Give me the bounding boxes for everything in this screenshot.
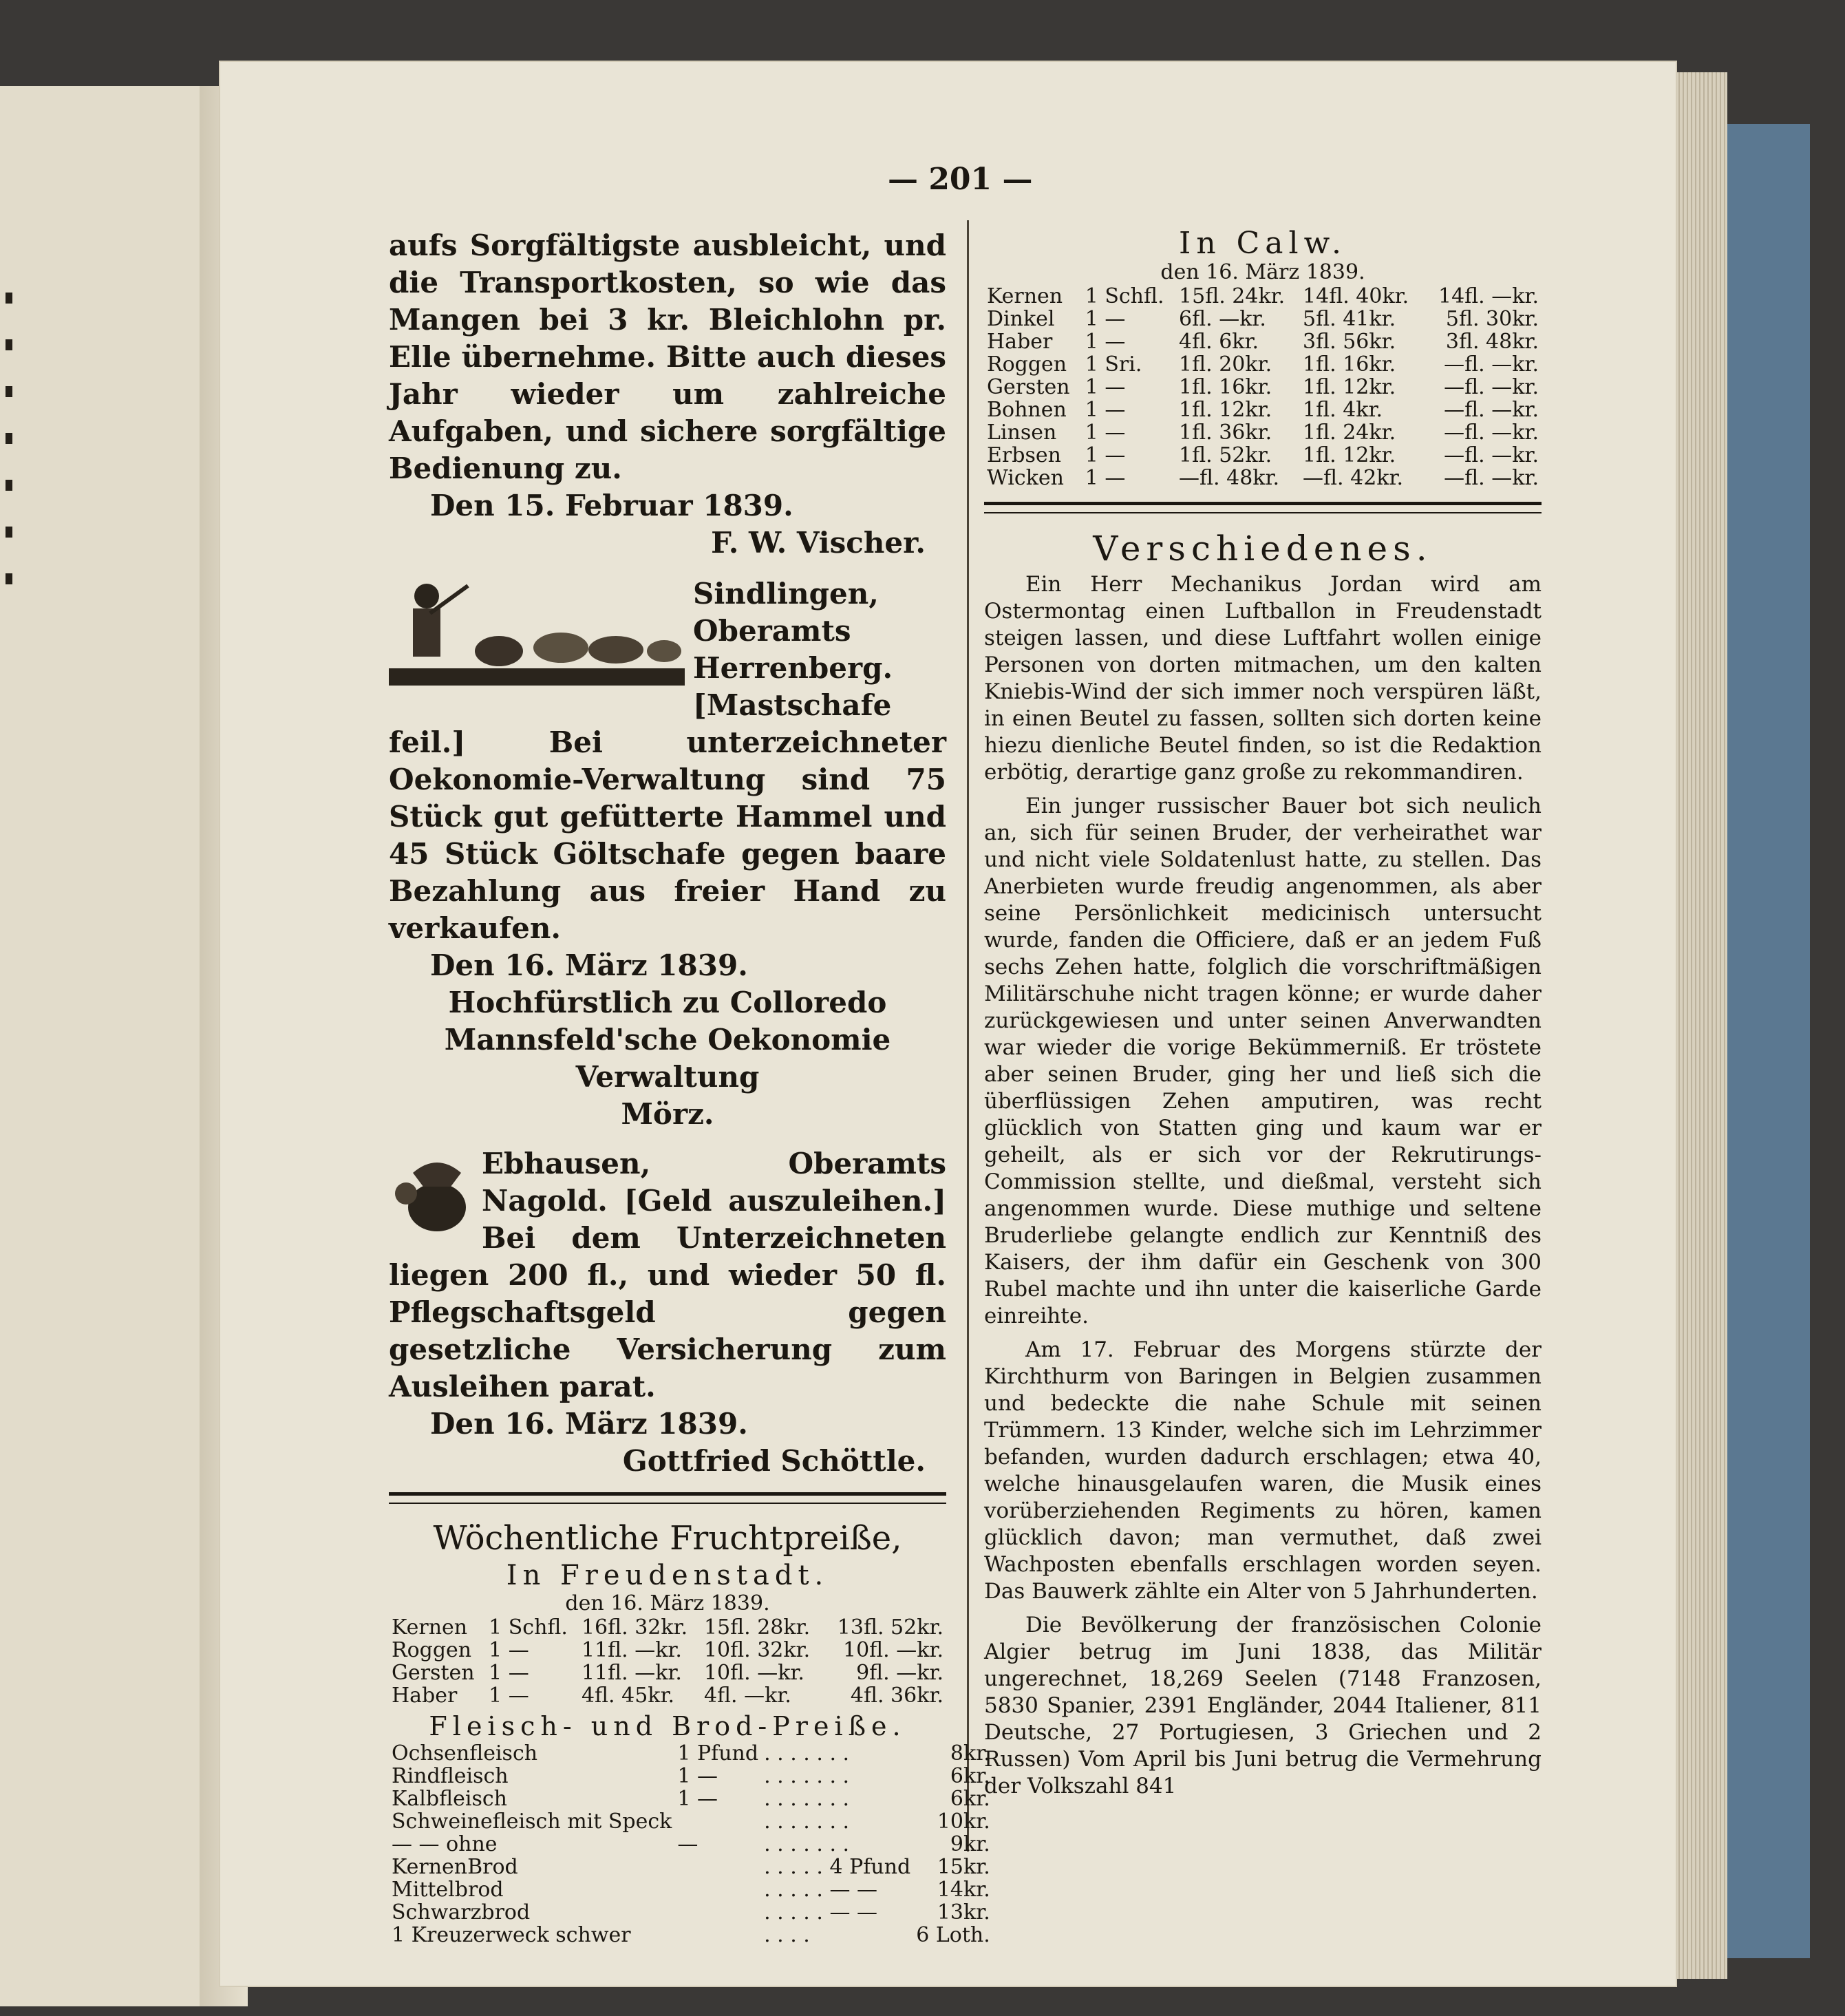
- table-cell: [674, 1810, 761, 1833]
- freudenstadt-price-table: [389, 1616, 946, 1707]
- blue-cover: [1727, 124, 1810, 1958]
- calw-row: [984, 353, 1542, 376]
- table-cell: 15fl. 24kr.: [1179, 284, 1286, 308]
- table-cell: 15kr.: [937, 1855, 990, 1879]
- table-cell: 8kr.: [950, 1741, 990, 1765]
- section-rule: [389, 1492, 946, 1504]
- table-cell: 1fl. 12kr.: [1179, 398, 1272, 422]
- table-cell: 1 —: [1085, 466, 1126, 490]
- table-cell: 13fl. 52kr.: [837, 1615, 943, 1640]
- table-cell: 1 Kreuzerweck schwer: [392, 1923, 631, 1947]
- meat-bread-row: [389, 1924, 993, 1946]
- freudenstadt-row: [389, 1616, 946, 1639]
- calw-row: [984, 467, 1542, 489]
- table-cell: 1fl. 52kr.: [1179, 443, 1272, 467]
- table-cell: . . . . . — —: [764, 1878, 877, 1902]
- table-cell: 4fl. —kr.: [703, 1684, 791, 1708]
- table-cell: Kernen: [392, 1615, 468, 1640]
- calw-row: [984, 376, 1542, 399]
- bleaching-ad-date: Den 15. Februar 1839.: [430, 489, 793, 522]
- calw-row: [984, 444, 1542, 467]
- meat-bread-row: [389, 1742, 993, 1765]
- table-cell: 10fl. 32kr.: [703, 1638, 811, 1662]
- table-cell: [674, 1924, 761, 1946]
- table-cell: 13kr.: [937, 1900, 990, 1924]
- table-cell: Roggen: [987, 352, 1067, 376]
- table-cell: 14fl. —kr.: [1438, 284, 1539, 308]
- bleaching-ad-signature: F. W. Vischer.: [711, 526, 926, 560]
- page-number: — 201 —: [888, 162, 1033, 197]
- russian-farmer-paragraph: Ein junger russischer Bauer bot sich neulich an, sich für seinen Bruder, der verheirathet war und nicht viele Soldatenlust hatte, zu stellen. Das Anerbieten wurde freudig angenommen, als aber seine Persönlichkeit medicinisch untersucht wurde, fanden die Officiere, daß er an jedem Fuß sechs Zehen hatte, folglich die vorschriftmäßigen Militärschuhe nicht tragen könne; er wurde daher zurückgewiesen und unter seinen Anverwandten war wieder die vorige Bekümmerniß. Er tröstete aber seinen Bruder, ging her und ließ sich die überflüssigen Zehen amputiren, was recht glücklich von Statten ging und kaum war er geheilt, als er sich vor der Rekrutirungs-Commission stellte, und dießmal, versteht sich angenommen wurde. Diese muthige und seltene Bruderliebe gelangte endlich zur Kenntniß des Kaisers, der ihm dafür ein Geschenk von 300 Rubel machte und ihn unter die kaiserliche Garde einreihte.: [984, 794, 1542, 1328]
- meat-bread-row: [389, 1856, 993, 1878]
- table-cell: 6 Loth.: [916, 1923, 990, 1947]
- table-cell: 1fl. 24kr.: [1303, 421, 1396, 445]
- table-cell: Wicken: [987, 466, 1064, 490]
- table-cell: 3fl. 56kr.: [1303, 330, 1396, 354]
- table-cell: 1 Schfl.: [1085, 284, 1164, 308]
- sheep-sale-ad-date: Den 16. März 1839.: [430, 948, 748, 982]
- table-cell: 1 —: [489, 1661, 529, 1685]
- sheep-sale-ad-issuer: Hochfürstlich zu Colloredo Mannsfeld'sche Oekonomie Verwaltung: [444, 986, 891, 1094]
- table-cell: 1fl. 16kr.: [1303, 352, 1396, 376]
- column-divider: [967, 220, 969, 1851]
- table-cell: — — ohne: [392, 1832, 498, 1856]
- meat-bread-row: [389, 1878, 993, 1901]
- table-cell: Gersten: [392, 1661, 475, 1685]
- table-cell: 1 Sri.: [1085, 352, 1142, 376]
- table-cell: . . . . . — —: [764, 1900, 877, 1924]
- table-cell: Mittelbrod: [392, 1878, 504, 1902]
- meat-bread-price-table: [389, 1742, 993, 1946]
- table-cell: . . . . . . .: [764, 1787, 850, 1811]
- loan-ad-date: Den 16. März 1839.: [430, 1407, 748, 1441]
- meat-bread-row: [389, 1901, 993, 1924]
- meat-bread-row: [389, 1810, 993, 1833]
- table-cell: 10fl. —kr.: [703, 1661, 804, 1685]
- loan-ad-text: Ebhausen, Oberamts Nagold. [Geld auszuleihen.] Bei dem Unterzeichneten liegen 200 fl., und wieder 50 fl. Pflegschaftsgeld gegen gesetzliche Versicherung zum Ausleihen parat.: [389, 1147, 946, 1403]
- weekly-prices-title: Wöchentliche Fruchtpreiße,: [433, 1519, 902, 1558]
- table-cell: 1 —: [677, 1764, 718, 1788]
- table-cell: 1fl. 4kr.: [1303, 398, 1383, 422]
- table-cell: —fl. 42kr.: [1303, 466, 1404, 490]
- table-cell: Dinkel: [987, 307, 1055, 331]
- balloon-paragraph: Ein Herr Mechanikus Jordan wird am Ostermontag einen Luftballon in Freudenstadt steigen lassen, und diese Luftfahrt wollen einige Personen von dorten mitmachen, um den kalten Kniebis-Wind der sich immer noch verspüren läßt, in einen Beutel zu fassen, sollten sich dorten keine hiezu dienliche Beutel finden, so ist die Redaktion erbötig, derartige ganz große zu rekommandiren.: [984, 572, 1542, 785]
- calw-row: [984, 285, 1542, 308]
- table-cell: [674, 1901, 761, 1924]
- table-cell: 1 Pfund: [677, 1741, 759, 1765]
- table-cell: Roggen: [392, 1638, 472, 1662]
- table-cell: 1 —: [1085, 375, 1126, 399]
- meat-bread-row: [389, 1833, 993, 1856]
- table-cell: 1 —: [1085, 330, 1126, 354]
- table-cell: 1 Schfl.: [489, 1615, 568, 1640]
- table-cell: Schwarzbrod: [392, 1900, 531, 1924]
- table-cell: [674, 1878, 761, 1901]
- table-cell: Erbsen: [987, 443, 1061, 467]
- meat-bread-row: [389, 1787, 993, 1810]
- table-cell: 1 —: [489, 1684, 529, 1708]
- sheep-sale-ad-signature: Mörz.: [621, 1097, 714, 1131]
- sheep-sale-ad-text: Sindlingen, Oberamts Herrenberg. [Mastschafe feil.] Bei unterzeichneter Oekonomie-Verwaltung sind 75 Stück gut gefütterte Hammel und 45 Stück Göltschafe gegen baare Bezahlung aus freier Hand zu verkaufen.: [389, 577, 946, 945]
- table-cell: Ochsenfleisch: [392, 1741, 538, 1765]
- table-cell: —fl. —kr.: [1444, 421, 1539, 445]
- table-cell: 3fl. 48kr.: [1445, 330, 1539, 354]
- right-column: [984, 227, 1542, 1800]
- table-cell: —: [677, 1832, 698, 1856]
- table-cell: 5fl. 30kr.: [1445, 307, 1539, 331]
- table-cell: Kalbfleisch: [392, 1787, 507, 1811]
- table-cell: 1 —: [1085, 443, 1126, 467]
- table-cell: 6kr.: [950, 1787, 990, 1811]
- table-cell: KernenBrod: [392, 1855, 518, 1879]
- table-cell: 1 —: [1085, 307, 1126, 331]
- table-cell: 6kr.: [950, 1764, 990, 1788]
- table-cell: 9fl. —kr.: [856, 1661, 943, 1685]
- left-column: [389, 227, 990, 1947]
- meat-bread-row: [389, 1765, 993, 1787]
- table-cell: —fl. —kr.: [1444, 375, 1539, 399]
- freudenstadt-row: [389, 1662, 946, 1684]
- shepherd-sheep-woodcut-icon: [389, 575, 685, 686]
- table-cell: —fl. —kr.: [1444, 398, 1539, 422]
- table-cell: 9kr.: [950, 1832, 990, 1856]
- table-cell: 10kr.: [937, 1810, 990, 1834]
- table-cell: —fl. —kr.: [1444, 443, 1539, 467]
- table-cell: . . . . . . .: [764, 1741, 850, 1765]
- freudenstadt-row: [389, 1639, 946, 1662]
- previous-page-text-edge: [6, 293, 22, 637]
- table-cell: Schweinefleisch mit Speck: [392, 1810, 672, 1834]
- table-cell: . . . . . . .: [764, 1832, 850, 1856]
- table-cell: 1 —: [489, 1638, 529, 1662]
- table-cell: . . . . . 4 Pfund: [764, 1855, 911, 1879]
- bleaching-ad-text: aufs Sorgfältigste ausbleicht, und die Transportkosten, so wie das Mangen bei 3 kr. Bleichlohn pr. Elle übernehme. Bitte auch dieses Jahr wieder um zahlreiche Aufgaben, und sichere sorgfältige Bedienung zu.: [389, 229, 946, 485]
- calw-price-table: [984, 285, 1542, 489]
- table-cell: —fl. —kr.: [1444, 466, 1539, 490]
- previous-page: [0, 86, 204, 2006]
- table-cell: 15fl. 28kr.: [703, 1615, 811, 1640]
- table-cell: —fl. 48kr.: [1179, 466, 1280, 490]
- money-bag-woodcut-icon: [389, 1145, 475, 1235]
- table-cell: 5fl. 41kr.: [1303, 307, 1396, 331]
- table-cell: 14fl. 40kr.: [1303, 284, 1409, 308]
- page-edges: [1676, 72, 1727, 1979]
- table-cell: 11fl. —kr.: [581, 1661, 682, 1685]
- table-cell: [674, 1856, 761, 1878]
- table-cell: Bohnen: [987, 398, 1067, 422]
- calw-row: [984, 308, 1542, 330]
- table-cell: 1fl. 12kr.: [1303, 375, 1396, 399]
- table-cell: 4fl. 6kr.: [1179, 330, 1259, 354]
- freudenstadt-date: den 16. März 1839.: [565, 1591, 770, 1615]
- freudenstadt-title: In Freudenstadt.: [506, 1560, 829, 1591]
- table-cell: Haber: [392, 1684, 458, 1708]
- table-cell: 6fl. —kr.: [1179, 307, 1266, 331]
- table-cell: Haber: [987, 330, 1053, 354]
- table-cell: —fl. —kr.: [1444, 352, 1539, 376]
- table-cell: Linsen: [987, 421, 1057, 445]
- table-cell: 1fl. 12kr.: [1303, 443, 1396, 467]
- table-cell: 1 —: [1085, 421, 1126, 445]
- table-cell: 1 —: [677, 1787, 718, 1811]
- table-cell: 1 —: [1085, 398, 1126, 422]
- calw-date: den 16. März 1839.: [1160, 260, 1365, 284]
- church-collapse-paragraph: Am 17. Februar des Morgens stürzte der Kirchthurm von Baringen in Belgien zusammen und bedeckte die nahe Schule mit seinen Trümmern. 13 Kinder, welche sich im Lehrzimmer befanden, wurden dadurch erschlagen; etwa 40, welche hinausgelaufen waren, die Musik eines vorüberziehenden Regiments zu hören, kamen glücklich davon; man vermuthet, daß zwei Wachposten ebenfalls erschlagen worden seyen. Das Bauwerk zählte ein Alter von 5 Jahrhunderten.: [984, 1337, 1542, 1604]
- calw-row: [984, 399, 1542, 421]
- calw-row: [984, 330, 1542, 353]
- table-cell: 1fl. 36kr.: [1179, 421, 1272, 445]
- table-cell: . . . . . . .: [764, 1764, 850, 1788]
- table-cell: 10fl. —kr.: [842, 1638, 943, 1662]
- meat-bread-prices-title: Fleisch- und Brod-Preiße.: [429, 1711, 906, 1741]
- table-cell: Rindfleisch: [392, 1764, 509, 1788]
- freudenstadt-row: [389, 1684, 946, 1707]
- calw-row: [984, 421, 1542, 444]
- table-cell: 4fl. 45kr.: [581, 1684, 675, 1708]
- table-cell: . . . . . . .: [764, 1810, 850, 1834]
- calw-title: In Calw.: [1178, 226, 1347, 261]
- table-cell: Gersten: [987, 375, 1070, 399]
- misc-title: Verschiedenes.: [1093, 529, 1433, 569]
- section-rule: [984, 502, 1542, 513]
- table-cell: 4fl. 36kr.: [850, 1684, 943, 1708]
- algiers-population-paragraph: Die Bevölkerung der französischen Colonie Algier betrug im Juni 1838, das Militär ungerechnet, 18,269 Seelen (7148 Franzosen, 5830 Spanier, 2391 Engländer, 2044 Italiener, 811 Deutsche, 27 Portugiesen, 3 Griechen und 2 Russen) Vom April bis Juni betrug die Vermehrung der Volkszahl 841: [984, 1613, 1542, 1799]
- table-cell: Kernen: [987, 284, 1063, 308]
- loan-ad-signature: Gottfried Schöttle.: [622, 1444, 926, 1478]
- table-cell: 1fl. 16kr.: [1179, 375, 1272, 399]
- table-cell: 16fl. 32kr.: [581, 1615, 688, 1640]
- table-cell: 11fl. —kr.: [581, 1638, 682, 1662]
- table-cell: . . . .: [764, 1923, 810, 1947]
- table-cell: 14kr.: [937, 1878, 990, 1902]
- table-cell: 1fl. 20kr.: [1179, 352, 1272, 376]
